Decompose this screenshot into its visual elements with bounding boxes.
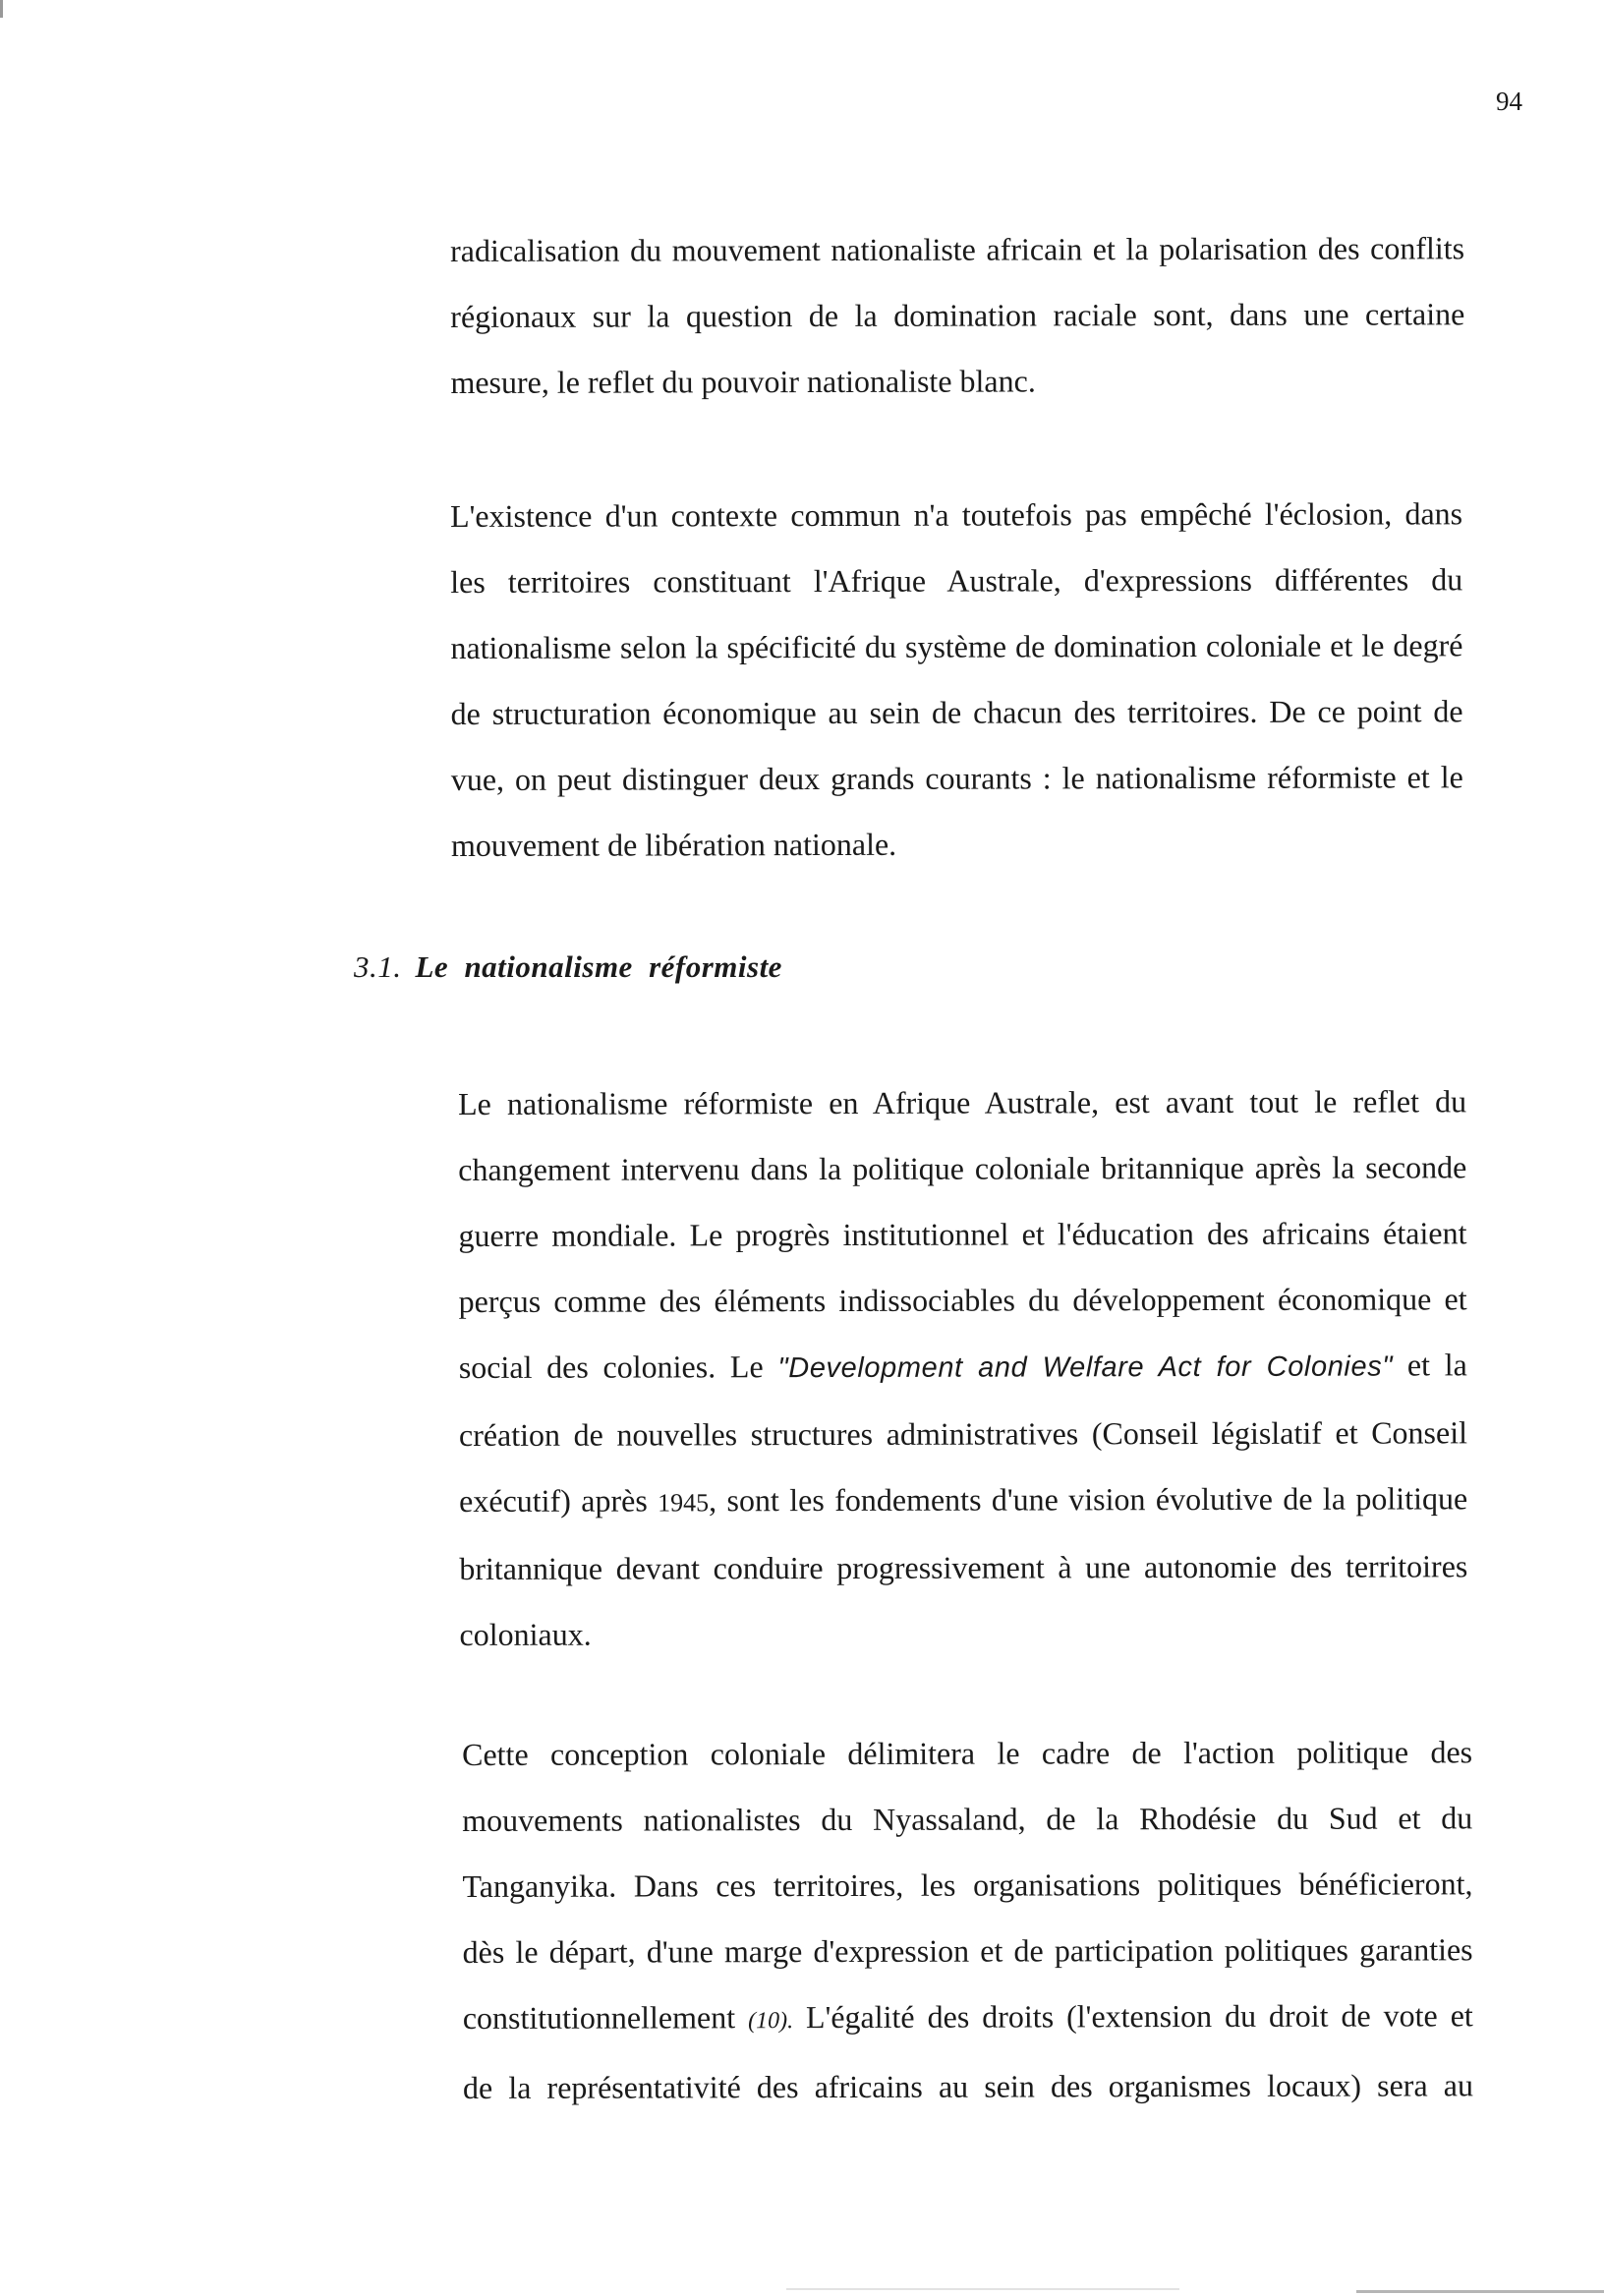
page-number: 94 — [1496, 86, 1522, 116]
footnote-reference: (10). — [748, 2008, 794, 2035]
year: 1945 — [658, 1488, 710, 1518]
text-line: de structuration économique au sein de chacun des territoires. De ce point de — [450, 693, 1463, 731]
scan-bottom-mark — [786, 2288, 1179, 2290]
text-line: coloniaux. — [459, 1616, 592, 1652]
text-line: régionaux sur la question de la domination raciale sont, dans une certaine — [450, 296, 1465, 334]
paragraph-2 — [450, 481, 1463, 879]
text-line: création de nouvelles structures administratives (Conseil législatif et Conseil — [458, 1414, 1468, 1453]
text-line: L'existence d'un contexte commun n'a toutefois pas empêché l'éclosion, dans — [450, 495, 1463, 534]
text-line: vue, on peut distinguer deux grands courants : le nationalisme réformiste et le — [450, 759, 1463, 797]
paragraph-1 — [450, 215, 1465, 416]
text-line: nationalisme selon la spécificité du système de domination coloniale et le degré — [450, 627, 1463, 665]
text-line: mesure, le reflet du pouvoir nationaliste blanc. — [450, 363, 1036, 400]
text-line: Cette conception coloniale délimitera le cadre de l'action politique des — [462, 1734, 1473, 1772]
text-line: Tanganyika. Dans ces territoires, les organisations politiques bénéficieront, — [462, 1866, 1473, 1904]
paragraph-3 — [458, 1068, 1468, 1668]
text-line-with-year — [459, 1465, 1467, 1536]
text-line-with-title — [459, 1332, 1467, 1403]
text-line: dès le départ, d'une marge d'expression et de participation politiques garanties — [462, 1931, 1473, 1970]
text-line: changement intervenu dans la politique coloniale britannique après la seconde — [458, 1149, 1467, 1187]
scan-edge-mark — [0, 0, 3, 18]
text-line: les territoires constituant l'Afrique Australe, d'expressions différentes du — [450, 561, 1463, 600]
text-segment: L'égalité des droits (l'extension du droit de vote et — [792, 1997, 1473, 2036]
text-line-with-reference — [463, 1982, 1473, 2055]
text-line: mouvement de libération nationale. — [450, 826, 897, 863]
paragraph-4 — [462, 1719, 1473, 2121]
act-title: "Development and Welfare Act for Colonies" — [777, 1350, 1394, 1385]
text-segment: et la — [1393, 1347, 1467, 1383]
text-line: Le nationalisme réformiste en Afrique Australe, est avant tout le reflet du — [458, 1083, 1467, 1121]
text-segment: constitutionnellement — [462, 1999, 749, 2036]
text-segment: social des colonies. Le — [458, 1349, 778, 1385]
text-line: de la représentativité des africains au sein des organismes locaux) sera au — [462, 2067, 1474, 2105]
text-line: mouvements nationalistes du Nyassaland, de la Rhodésie du Sud et du — [462, 1800, 1473, 1838]
section-title: Le nationalisme réformiste — [415, 949, 782, 984]
scan-bottom-mark — [1356, 2290, 1604, 2293]
text-line: perçus comme des éléments indissociables du développement économique et — [458, 1281, 1467, 1319]
section-heading — [354, 949, 782, 985]
text-segment: , sont les fondements d'une vision évolutive de la politique — [709, 1480, 1468, 1519]
section-number: 3.1. — [354, 949, 402, 984]
text-line: guerre mondiale. Le progrès institutionnel et l'éducation des africains étaient — [458, 1215, 1467, 1253]
text-line: radicalisation du mouvement nationaliste africain et la polarisation des conflits — [450, 230, 1465, 268]
text-line: britannique devant conduire progressivement à une autonomie des territoires — [459, 1548, 1468, 1586]
text-segment: exécutif) après — [459, 1482, 659, 1519]
